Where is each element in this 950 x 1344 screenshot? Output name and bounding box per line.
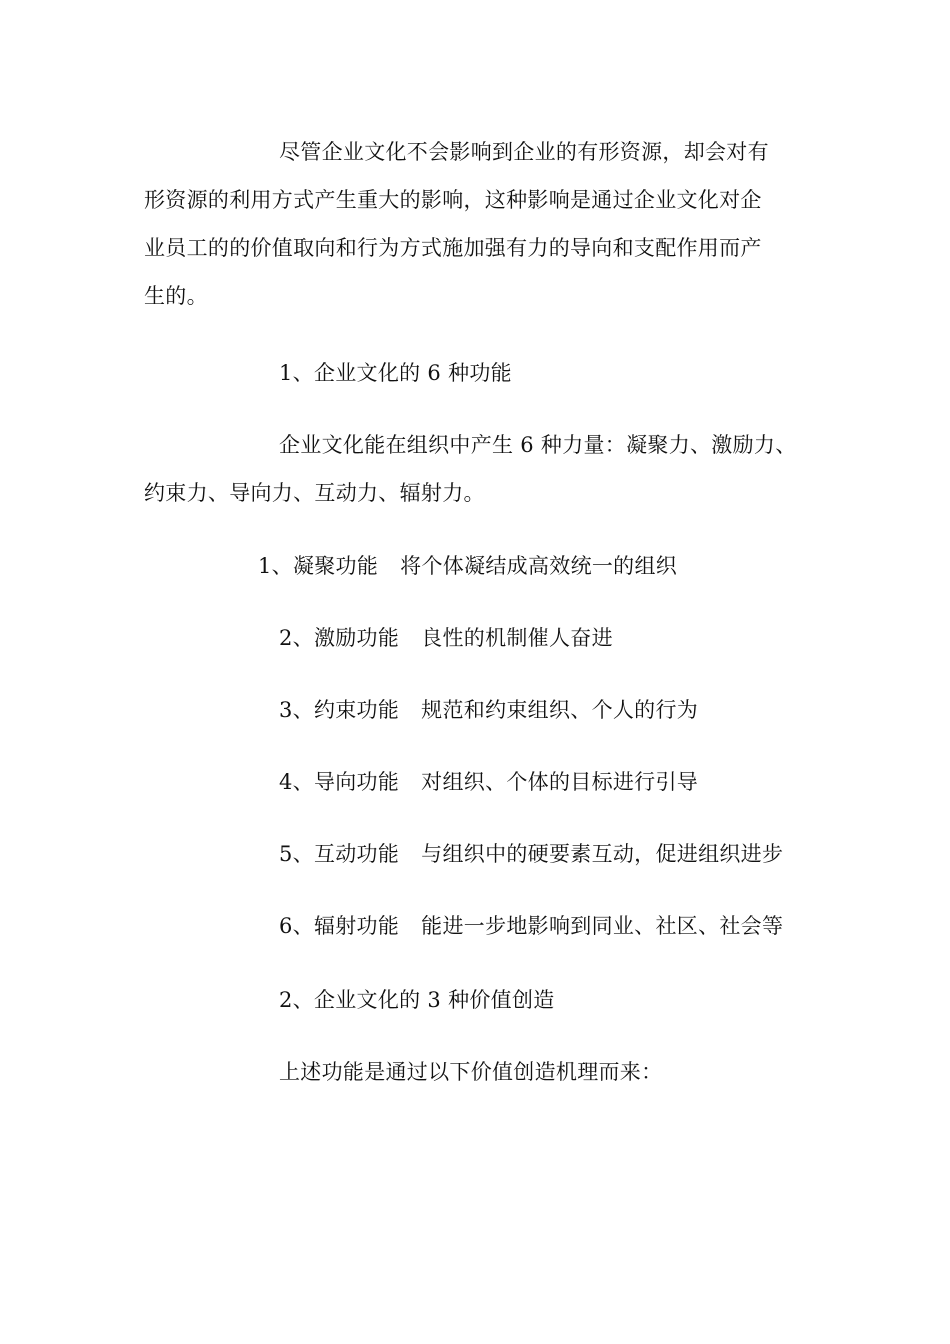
function-name: 6、辐射功能 [279,914,400,938]
function-description: 与组织中的硬要素互动，促进组织进步 [421,842,784,866]
paragraph-2-line-2: 约束力、导向力、互动力、辐射力。 [144,481,485,505]
paragraph-1-line-1: 尽管企业文化不会影响到企业的有形资源，却会对有 [279,140,769,164]
function-item [279,839,783,869]
paragraph-3: 上述功能是通过以下价值创造机理而来： [279,1060,663,1084]
heading-three-values: 2、企业文化的 3 种价值创造 [279,988,555,1012]
function-item [258,551,677,581]
paragraph-2-line-1: 企业文化能在组织中产生 6 种力量：凝聚力、激励力、 [279,433,797,457]
function-name: 1、凝聚功能 [258,554,379,578]
function-description: 良性的机制催人奋进 [421,626,613,650]
function-item [279,623,613,653]
function-description: 能进一步地影响到同业、社区、社会等 [421,914,784,938]
paragraph-1-line-3: 业员工的的价值取向和行为方式施加强有力的导向和支配作用而产 [144,236,762,260]
function-item [279,767,698,797]
paragraph-1-line-2: 形资源的利用方式产生重大的影响，这种影响是通过企业文化对企 [144,188,762,212]
function-name: 3、约束功能 [279,698,400,722]
function-description: 规范和约束组织、个人的行为 [421,698,699,722]
function-name: 4、导向功能 [279,770,400,794]
function-description: 将个体凝结成高效统一的组织 [400,554,678,578]
function-description: 对组织、个体的目标进行引导 [421,770,699,794]
heading-six-functions: 1、企业文化的 6 种功能 [279,361,512,385]
paragraph-1-line-4: 生的。 [144,284,208,308]
function-name: 5、互动功能 [279,842,400,866]
function-name: 2、激励功能 [279,626,400,650]
function-item [279,695,698,725]
function-item [279,911,783,941]
